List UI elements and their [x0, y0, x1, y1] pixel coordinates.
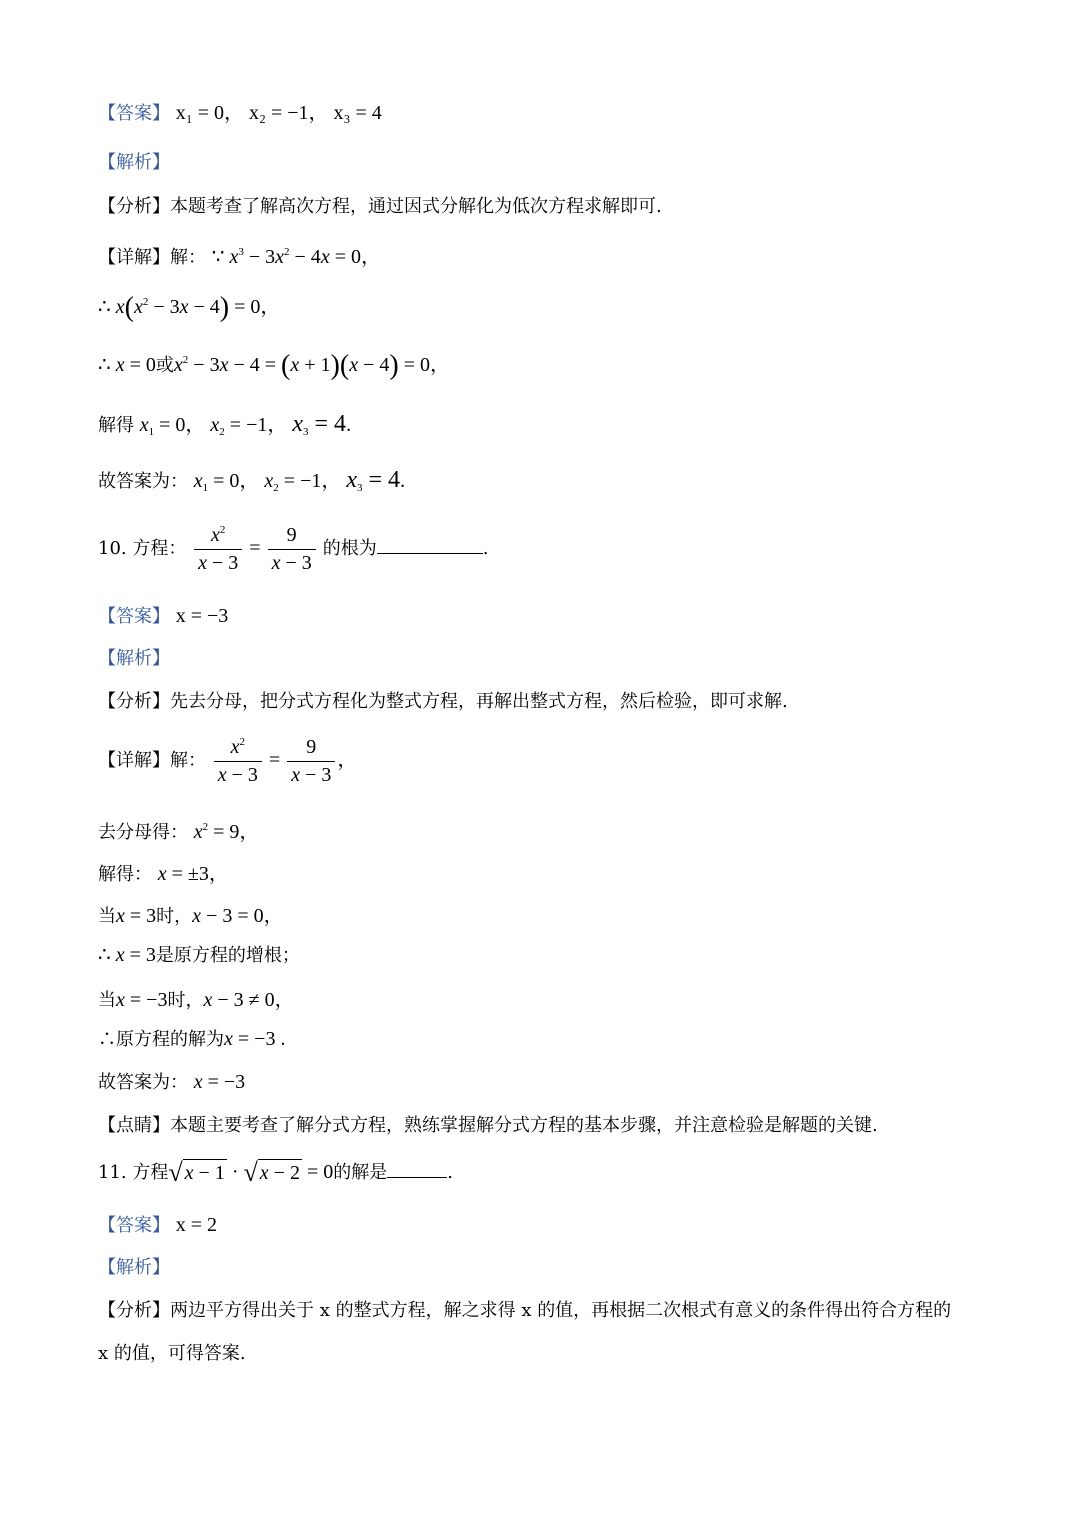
answer-tag: 【答案】 [98, 103, 170, 124]
check2-value: x − 3 ≠ 0， [203, 989, 295, 1011]
solve-lead: 解得 [98, 415, 134, 436]
xiangjie-tag: 【详解】 [98, 750, 170, 772]
xiangjie-equation: $\frac{x^2}{x - 3}$ = $\frac{9}{x - 3}$ ， [212, 749, 358, 771]
fenxi-line2: x 的值，可得答案. [98, 1343, 246, 1364]
stem-tail: 的解是 [333, 1162, 388, 1183]
shi-word: 时， [167, 990, 204, 1011]
extraneous-x: ∴ x = 3 [98, 944, 156, 966]
dang-word: 当 [98, 906, 116, 927]
solution-math: x = −3 . [224, 1028, 286, 1050]
step2-lead: 解得： [98, 864, 152, 885]
q10-answer [98, 602, 228, 628]
equation-cubic: ∵ $x^3 - 3x^2 - 4x = 0$， [211, 246, 381, 268]
answer-math: x = 2 [175, 1214, 218, 1236]
q11-analysis-tag: 【解析】 [98, 1257, 170, 1278]
q10-final [98, 1068, 245, 1094]
fenxi-tag: 【分析】 [98, 691, 170, 712]
q11-answer [98, 1211, 217, 1237]
equation-factor: ∴ $x(x^2 - 3x - 4) = 0$， [98, 292, 281, 323]
xiangjie-lead: 解： [170, 750, 206, 772]
q10-check1 [98, 899, 284, 928]
answer-blank [387, 1177, 447, 1178]
fenxi-text: 先去分母，把分式方程化为整式方程，再解出整式方程，然后检验，即可求解. [170, 691, 788, 712]
question-number: 11. [98, 1162, 127, 1183]
q11-fenxi-cont [98, 1339, 246, 1365]
stem-lead: 方程： [132, 538, 187, 560]
dianjing-tag: 【点睛】 [98, 1115, 170, 1136]
q10-dianjing [98, 1111, 878, 1137]
q10-step1 [98, 815, 259, 844]
q11-stem: 11. 方程 √ x − 1 · √ x − 2 = 0的解是 . [98, 1158, 453, 1188]
q10-extraneous [98, 941, 300, 967]
q9-final [98, 464, 405, 494]
question-number: 10. [98, 538, 127, 560]
solution-text: ∴原方程的解为 [98, 1029, 224, 1050]
fenxi-line1: 两边平方得出关于 x 的整式方程，解之求得 x 的值，再根据二次根式有意义的条件得出符合方程的 [170, 1300, 952, 1321]
q10-stem: 10. 方程： $\frac{x^2}{x - 3}$ = $\frac{9}{x - 3}$ 的根为 . [98, 524, 489, 574]
q9-answer [98, 96, 382, 125]
xiangjie-lead: 解： [170, 247, 206, 268]
xiangjie-tag: 【详解】 [98, 247, 170, 268]
step2-math: x = ±3， [157, 863, 229, 885]
extraneous-text: 是原方程的增根； [155, 945, 300, 966]
dang-word: 当 [98, 990, 116, 1011]
q10-check2 [98, 983, 295, 1012]
stem-equation: √ x − 1 · √ x − 2 = 0 [168, 1158, 334, 1188]
equation-or-right: $x^2 - 3x - 4 = (x + 1)(x - 4) = 0$， [173, 350, 450, 381]
check2-x: x = −3 [116, 989, 168, 1011]
dianjing-text: 本题主要考查了解分式方程，熟练掌握解分式方程的基本步骤，并注意检验是解题的关键. [170, 1115, 878, 1136]
final-lead: 故答案为： [98, 471, 188, 492]
fenxi-text: 本题考查了解高次方程，通过因式分解化为低次方程求解即可. [170, 196, 662, 217]
q10-solution [98, 1025, 285, 1051]
check1-value: x − 3 = 0， [192, 905, 284, 927]
step1-lead: 去分母得： [98, 822, 188, 843]
or-word: 或 [155, 355, 174, 376]
answer-math: x = −3 [175, 605, 229, 627]
final-math: $x_1 = 0$， $x_2 = -1$， $x_3 = 4$. [193, 467, 406, 494]
fenxi-tag: 【分析】 [98, 1300, 170, 1321]
answer-blank [377, 553, 483, 554]
final-lead: 故答案为： [98, 1072, 188, 1093]
stem-equation: $\frac{x^2}{x - 3}$ = $\frac{9}{x - 3}$ [192, 537, 323, 559]
shi-word: 时， [156, 906, 193, 927]
check1-x: x = 3 [116, 905, 157, 927]
equation-or-left: ∴ x = 0 [98, 354, 156, 376]
q9-solve [98, 408, 351, 438]
stem-tail: 的根为 [322, 538, 377, 560]
answer-tag: 【答案】 [98, 606, 170, 627]
q10-step2 [98, 857, 229, 886]
q9-or-step [98, 348, 450, 382]
q9-factor-step [98, 290, 280, 324]
solve-math: $x_1 = 0$， $x_2 = -1$， $x_3 = 4$. [139, 411, 352, 438]
q10-fenxi [98, 687, 788, 713]
answer-math: x₁ = 0， x₂ = −1， x₃ = 4 [175, 102, 382, 124]
q10-analysis-tag: 【解析】 [98, 648, 170, 669]
final-math: x = −3 [193, 1071, 246, 1093]
fenxi-tag: 【分析】 [98, 196, 170, 217]
stem-lead: 方程 [132, 1162, 169, 1183]
q11-fenxi [98, 1296, 951, 1322]
step1-math: $x^2 = 9$， [193, 821, 260, 843]
q9-xiangjie [98, 240, 381, 269]
q9-fenxi [98, 192, 662, 218]
answer-tag: 【答案】 [98, 1215, 170, 1236]
q10-xiangjie [98, 736, 357, 787]
q9-analysis-tag: 【解析】 [98, 152, 170, 173]
